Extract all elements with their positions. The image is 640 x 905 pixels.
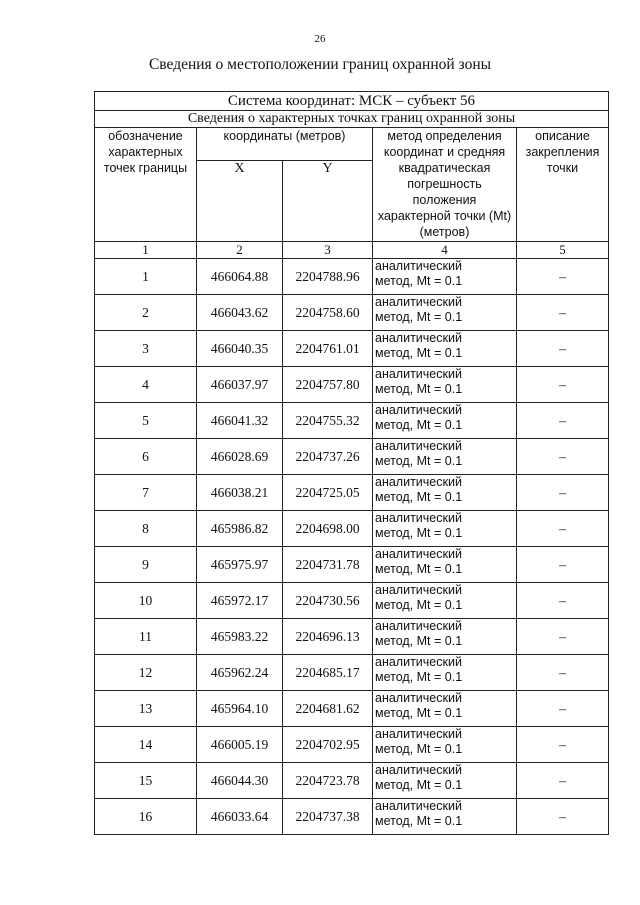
method-accuracy: метод, Mt = 0.1 [375, 346, 463, 360]
method-cell [373, 547, 517, 583]
table-row [95, 619, 609, 655]
header-method: метод определения координат и средняя квадратическая погрешность положения характерной точки (Mt) (метров) [373, 128, 517, 242]
point-number: 10 [95, 583, 197, 619]
coord-x: 466037.97 [197, 367, 283, 403]
method-name: аналитический [375, 403, 462, 417]
points-caption-row [95, 111, 609, 128]
coord-y: 2204757.80 [283, 367, 373, 403]
page-number: 26 [314, 33, 326, 45]
fixing-description: – [517, 583, 609, 619]
table-row [95, 259, 609, 295]
column-numbers-row [95, 242, 609, 259]
table-row [95, 727, 609, 763]
document-title: Сведения о местоположении границ охранной зоны [148, 56, 492, 73]
table-row [95, 367, 609, 403]
method-name: аналитический [375, 259, 462, 273]
method-accuracy: метод, Mt = 0.1 [375, 526, 463, 540]
coord-y: 2204737.26 [283, 439, 373, 475]
table-row [95, 763, 609, 799]
method-cell [373, 655, 517, 691]
method-accuracy: метод, Mt = 0.1 [375, 562, 463, 576]
coord-y: 2204755.32 [283, 403, 373, 439]
method-name: аналитический [375, 547, 462, 561]
coord-y: 2204723.78 [283, 763, 373, 799]
fixing-description: – [517, 727, 609, 763]
coord-system-caption: Система координат: МСК – субъект 56 [95, 92, 609, 111]
method-name: аналитический [375, 583, 462, 597]
fixing-description: – [517, 763, 609, 799]
point-number: 12 [95, 655, 197, 691]
coord-system-row [95, 92, 609, 111]
method-name: аналитический [375, 763, 462, 777]
coord-x: 466043.62 [197, 295, 283, 331]
header-coordinates: координаты (метров) [197, 128, 373, 161]
method-cell [373, 691, 517, 727]
method-accuracy: метод, Mt = 0.1 [375, 706, 463, 720]
point-number: 7 [95, 475, 197, 511]
fixing-description: – [517, 259, 609, 295]
coord-x: 466038.21 [197, 475, 283, 511]
method-cell [373, 259, 517, 295]
column-number: 2 [197, 242, 283, 259]
coord-x: 465964.10 [197, 691, 283, 727]
coord-x: 466040.35 [197, 331, 283, 367]
point-number: 16 [95, 799, 197, 835]
point-number: 6 [95, 439, 197, 475]
coord-x: 465962.24 [197, 655, 283, 691]
method-name: аналитический [375, 655, 462, 669]
method-cell [373, 583, 517, 619]
coord-x: 466064.88 [197, 259, 283, 295]
table-row [95, 799, 609, 835]
coord-y: 2204725.05 [283, 475, 373, 511]
coord-x: 465972.17 [197, 583, 283, 619]
table-row [95, 583, 609, 619]
coord-x: 466028.69 [197, 439, 283, 475]
method-accuracy: метод, Mt = 0.1 [375, 418, 463, 432]
coord-y: 2204761.01 [283, 331, 373, 367]
fixing-description: – [517, 331, 609, 367]
table-row [95, 691, 609, 727]
coord-x: 465983.22 [197, 619, 283, 655]
coord-x: 466041.32 [197, 403, 283, 439]
method-accuracy: метод, Mt = 0.1 [375, 598, 463, 612]
method-name: аналитический [375, 367, 462, 381]
header-y: Y [283, 161, 373, 242]
point-number: 13 [95, 691, 197, 727]
method-cell [373, 331, 517, 367]
table-row [95, 439, 609, 475]
coord-y: 2204758.60 [283, 295, 373, 331]
table-row [95, 295, 609, 331]
coord-y: 2204696.13 [283, 619, 373, 655]
method-name: аналитический [375, 619, 462, 633]
coord-y: 2204685.17 [283, 655, 373, 691]
fixing-description: – [517, 619, 609, 655]
header-description: описание закрепления точки [517, 128, 609, 242]
points-caption: Сведения о характерных точках границ охранной зоны [95, 111, 609, 128]
coord-x: 466044.30 [197, 763, 283, 799]
fixing-description: – [517, 403, 609, 439]
fixing-description: – [517, 655, 609, 691]
coord-x: 465975.97 [197, 547, 283, 583]
point-number: 5 [95, 403, 197, 439]
method-accuracy: метод, Mt = 0.1 [375, 490, 463, 504]
fixing-description: – [517, 691, 609, 727]
coord-y: 2204702.95 [283, 727, 373, 763]
method-accuracy: метод, Mt = 0.1 [375, 670, 463, 684]
fixing-description: – [517, 439, 609, 475]
point-number: 2 [95, 295, 197, 331]
method-cell [373, 763, 517, 799]
coord-y: 2204730.56 [283, 583, 373, 619]
method-name: аналитический [375, 295, 462, 309]
method-cell [373, 439, 517, 475]
table-row [95, 331, 609, 367]
header-row [95, 128, 609, 161]
method-cell [373, 475, 517, 511]
point-number: 11 [95, 619, 197, 655]
coord-y: 2204788.96 [283, 259, 373, 295]
method-cell [373, 295, 517, 331]
column-number: 5 [517, 242, 609, 259]
coord-y: 2204737.38 [283, 799, 373, 835]
table-row [95, 511, 609, 547]
method-cell [373, 727, 517, 763]
coord-x: 466005.19 [197, 727, 283, 763]
method-name: аналитический [375, 727, 462, 741]
method-name: аналитический [375, 439, 462, 453]
method-name: аналитический [375, 475, 462, 489]
method-name: аналитический [375, 331, 462, 345]
table-row [95, 403, 609, 439]
coord-y: 2204698.00 [283, 511, 373, 547]
point-number: 3 [95, 331, 197, 367]
method-accuracy: метод, Mt = 0.1 [375, 742, 463, 756]
column-number: 1 [95, 242, 197, 259]
table-row [95, 547, 609, 583]
fixing-description: – [517, 511, 609, 547]
method-accuracy: метод, Mt = 0.1 [375, 634, 463, 648]
fixing-description: – [517, 475, 609, 511]
header-designation: обозначение характерных точек границы [95, 128, 197, 242]
fixing-description: – [517, 547, 609, 583]
point-number: 8 [95, 511, 197, 547]
point-number: 15 [95, 763, 197, 799]
method-accuracy: метод, Mt = 0.1 [375, 274, 463, 288]
point-number: 4 [95, 367, 197, 403]
method-cell [373, 619, 517, 655]
fixing-description: – [517, 799, 609, 835]
method-name: аналитический [375, 799, 462, 813]
method-name: аналитический [375, 511, 462, 525]
fixing-description: – [517, 295, 609, 331]
point-number: 1 [95, 259, 197, 295]
table-row [95, 655, 609, 691]
method-cell [373, 799, 517, 835]
header-x: X [197, 161, 283, 242]
method-accuracy: метод, Mt = 0.1 [375, 814, 463, 828]
column-number: 4 [373, 242, 517, 259]
method-cell [373, 367, 517, 403]
method-accuracy: метод, Mt = 0.1 [375, 778, 463, 792]
coord-x: 465986.82 [197, 511, 283, 547]
boundary-points-table [94, 91, 609, 835]
table-row [95, 475, 609, 511]
method-accuracy: метод, Mt = 0.1 [375, 382, 463, 396]
method-cell [373, 511, 517, 547]
method-cell [373, 403, 517, 439]
column-number: 3 [283, 242, 373, 259]
coord-y: 2204681.62 [283, 691, 373, 727]
point-number: 9 [95, 547, 197, 583]
coord-y: 2204731.78 [283, 547, 373, 583]
method-name: аналитический [375, 691, 462, 705]
fixing-description: – [517, 367, 609, 403]
point-number: 14 [95, 727, 197, 763]
method-accuracy: метод, Mt = 0.1 [375, 310, 463, 324]
method-accuracy: метод, Mt = 0.1 [375, 454, 463, 468]
coord-x: 466033.64 [197, 799, 283, 835]
